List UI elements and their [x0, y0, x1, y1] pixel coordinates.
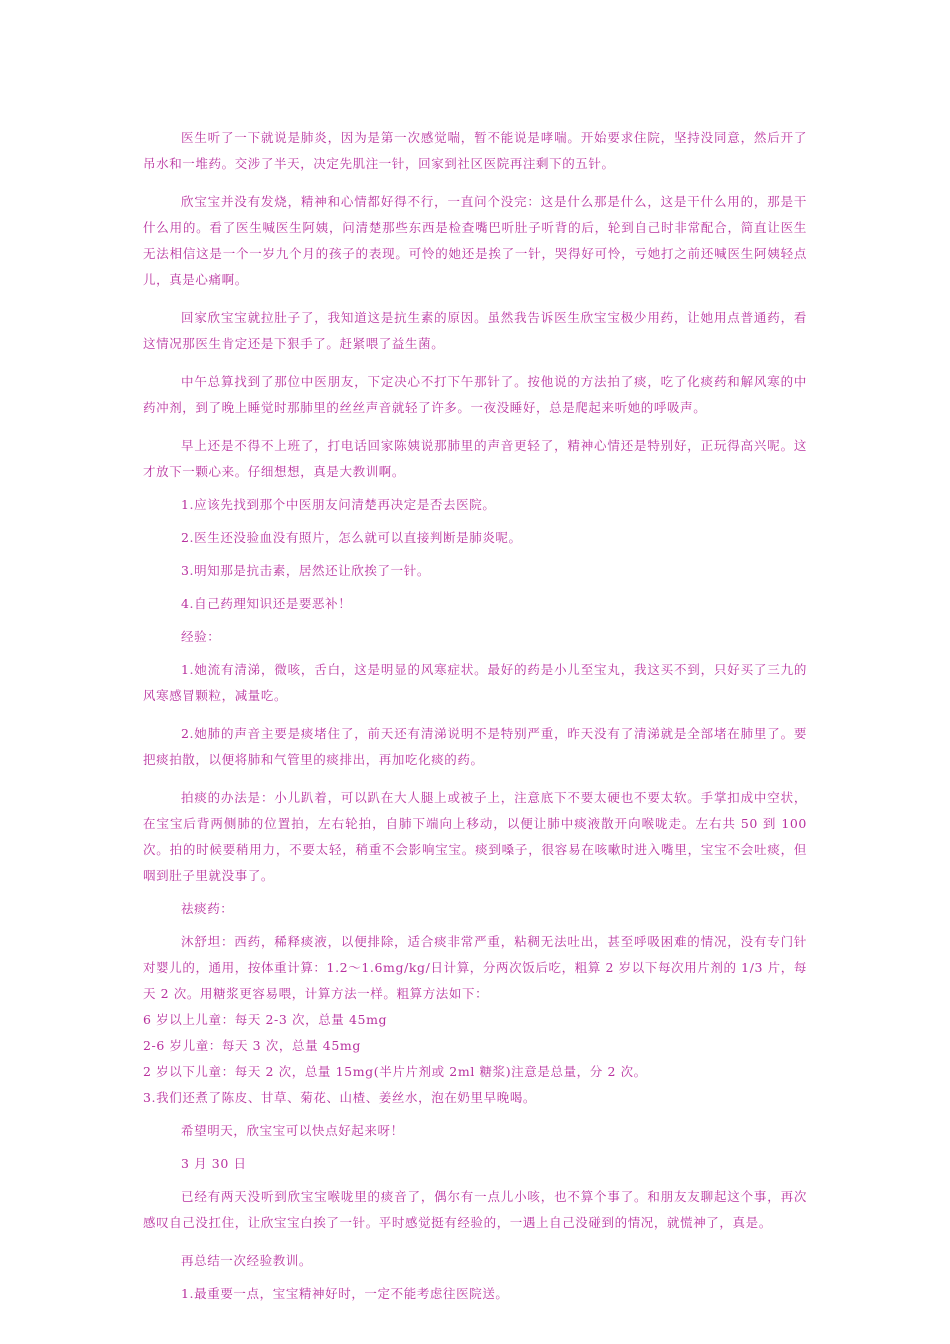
paragraph: 已经有两天没听到欣宝宝喉咙里的痰音了，偶尔有一点儿小咳，也不算个事了。和朋友友聊起这个事，再次感叹自己没扛住，让欣宝宝白挨了一针。平时感觉挺有经验的，一遇上自己没碰到的情况，就慌神了，真是。 [143, 1189, 807, 1230]
paragraph: 回家欣宝宝就拉肚子了，我知道这是抗生素的原因。虽然我告诉医生欣宝宝极少用药，让她用点普通药，看这情况那医生肯定还是下狠手了。赶紧喂了益生菌。 [143, 310, 807, 351]
document-body [143, 125, 807, 1307]
paragraph: 中午总算找到了那位中医朋友，下定决心不打下午那针了。按他说的方法拍了痰，吃了化痰药和解风寒的中药冲剂，到了晚上睡觉时那肺里的丝丝声音就轻了许多。一夜没睡好，总是爬起来听她的呼吸声。 [143, 374, 807, 415]
paragraph: 拍痰的办法是：小儿趴着，可以趴在大人腿上或被子上，注意底下不要太硬也不要太软。手掌扣成中空状，在宝宝后背两侧肺的位置拍，左右轮拍，自肺下端向上移动，以便让肺中痰液散开向喉咙走。左右共 50 到 100 次。拍的时候要稍用力，不要太轻，稍重不会影响宝宝。痰到嗓子，很容易在咳嗽时进入嘴里，宝宝不会吐痰，但咽到肚子里就没事了。 [143, 790, 807, 883]
section-heading: 经验： [181, 629, 221, 644]
dosage-line: 3.我们还煮了陈皮、甘草、菊花、山楂、姜丝水，泡在奶里早晚喝。 [143, 1090, 537, 1105]
list-item: 3.明知那是抗击素，居然还让欣挨了一针。 [181, 563, 430, 578]
dosage-line: 6 岁以上儿童：每天 2-3 次，总量 45mg [143, 1012, 388, 1027]
paragraph: 医生听了一下就说是肺炎，因为是第一次感觉喘，暂不能说是哮喘。开始要求住院，坚持没同意，然后开了吊水和一堆药。交涉了半天，决定先肌注一针，回家到社区医院再注剩下的五针。 [143, 130, 807, 171]
dosage-line: 2 岁以下儿童：每天 2 次，总量 15mg(半片片剂或 2ml 糖浆)注意是总量，分 2 次。 [143, 1064, 647, 1079]
paragraph: 沐舒坦：西药，稀释痰液，以便排除，适合痰非常严重，粘稠无法吐出，甚至呼吸困难的情况，没有专门针对婴儿的，通用，按体重计算：1.2～1.6mg/kg/日计算，分两次饭后吃，粗算 2 岁以下每次用片剂的 1/3 片，每天 2 次。用糖浆更容易喂，计算方法一样。粗算方法如下： [143, 934, 807, 1001]
list-item: 4.自己药理知识还是要恶补！ [181, 596, 352, 611]
date-heading: 3 月 30 日 [181, 1156, 247, 1171]
dosage-line: 2-6 岁儿童：每天 3 次，总量 45mg [143, 1038, 361, 1053]
paragraph: 希望明天，欣宝宝可以快点好起来呀！ [181, 1123, 404, 1138]
paragraph: 2.她肺的声音主要是痰堵住了，前天还有清涕说明不是特别严重，昨天没有了清涕就是全部堵在肺里了。要把痰拍散，以便将肺和气管里的痰排出，再加吃化痰的药。 [143, 726, 807, 767]
list-item: 2.医生还没验血没有照片，怎么就可以直接判断是肺炎呢。 [181, 530, 522, 545]
paragraph: 欣宝宝并没有发烧，精神和心情都好得不行，一直问个没完：这是什么那是什么，这是干什么用的，那是干什么用的。看了医生喊医生阿姨，问清楚那些东西是检查嘴巴听肚子听背的后，轮到自己时非常配合，简直让医生无法相信这是一个一岁九个月的孩子的表现。可怜的她还是挨了一针，哭得好可怜，亏她打之前还喊医生阿姨轻点儿，真是心痛啊。 [143, 194, 807, 287]
list-item: 1.最重要一点，宝宝精神好时，一定不能考虑往医院送。 [181, 1286, 509, 1301]
paragraph: 早上还是不得不上班了，打电话回家陈姨说那肺里的声音更轻了，精神心情还是特别好，正玩得高兴呢。这才放下一颗心来。仔细想想，真是大教训啊。 [143, 438, 807, 479]
paragraph: 1.她流有清涕，微咳，舌白，这是明显的风寒症状。最好的药是小儿至宝丸，我这买不到，只好买了三九的风寒感冒颗粒，减量吃。 [143, 662, 807, 703]
list-item: 1.应该先找到那个中医朋友问清楚再决定是否去医院。 [181, 497, 496, 512]
section-heading: 祛痰药： [181, 901, 234, 916]
paragraph: 再总结一次经验教训。 [181, 1253, 313, 1268]
